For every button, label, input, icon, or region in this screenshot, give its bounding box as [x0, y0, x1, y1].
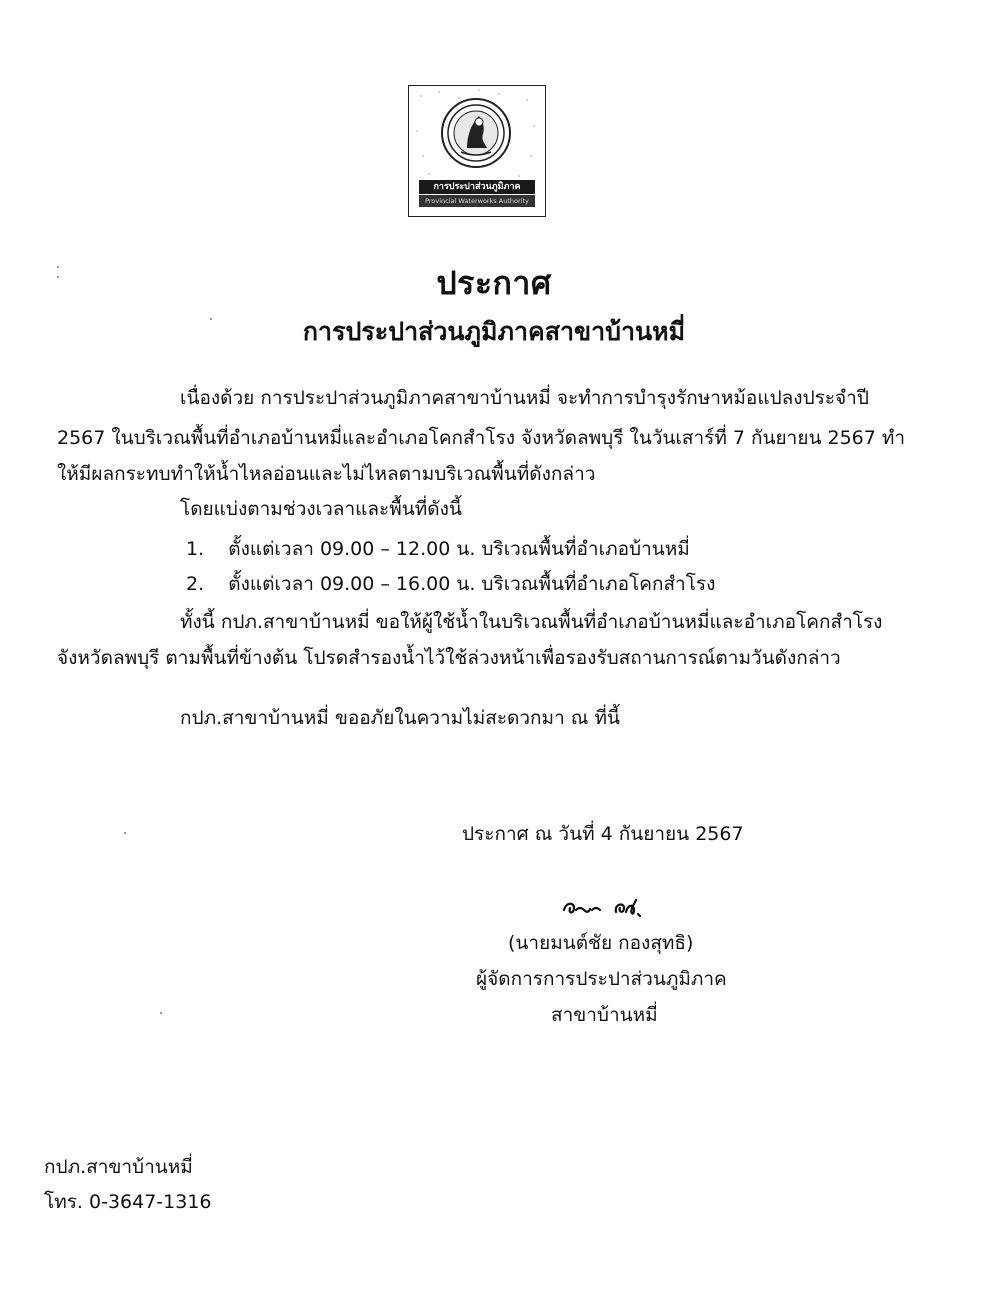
list-item-text: ตั้งแต่เวลา 09.00 – 12.00 น. บริเวณพื้นที่อำเภอบ้านหมี่: [228, 538, 690, 560]
body-para1-line2: 2567 ในบริเวณพื้นที่อำเภอบ้านหมี่และอำเภอโคกสำโรง จังหวัดลพบุรี ในวันเสาร์ที่ 7 กันยายน 2567 ทำ: [57, 427, 906, 449]
signer-name: (นายมนต์ชัย กองสุทธิ): [508, 932, 694, 954]
scan-speck: [210, 318, 212, 320]
scan-speck: [160, 1012, 162, 1014]
body-para2-line2: จังหวัดลพบุรี ตามพื้นที่ข้างต้น โปรดสำรองน้ำไว้ใช้ล่วงหน้าเพื่อรองรับสถานการณ์ตามวันดังกล่าว: [57, 647, 841, 669]
list-item: [186, 572, 715, 596]
body-para1-line1: เนื่องด้วย การประปาส่วนภูมิภาคสาขาบ้านหมี่ จะทำการบำรุงรักษาหม้อแปลงประจำปี: [180, 387, 869, 409]
page-subtitle: การประปาส่วนภูมิภาคสาขาบ้านหมี่: [302, 317, 686, 346]
list-intro: โดยแบ่งตามช่วงเวลาและพื้นที่ดังนี้: [180, 498, 462, 520]
list-item-number: 1.: [186, 538, 205, 560]
scan-speck: [124, 832, 126, 834]
scan-speck: [57, 266, 59, 268]
list-item-text: ตั้งแต่เวลา 09.00 – 16.00 น. บริเวณพื้นที่อำเภอโคกสำโรง: [228, 573, 716, 595]
logo-org-text: การประปาส่วนภูมิภาค: [433, 182, 521, 192]
list-item: [186, 537, 690, 561]
signer-branch: สาขาบ้านหมี่: [551, 1004, 658, 1026]
body-para2-line1: ทั้งนี้ กปภ.สาขาบ้านหมี่ ขอให้ผู้ใช้น้ำในบริเวณพื้นที่อำเภอบ้านหมี่และอำเภอโคกสำโรง: [180, 611, 883, 633]
apology-text: กปภ.สาขาบ้านหมี่ ขออภัยในความไม่สะดวกมา ณ ที่นี้: [180, 707, 620, 729]
page-title: ประกาศ: [436, 264, 552, 302]
body-para1-line3: ให้มีผลกระทบทำให้น้ำไหลอ่อนและไม่ไหลตามบริเวณพื้นที่ดังกล่าว: [57, 463, 596, 485]
announcement-date: ประกาศ ณ วันที่ 4 กันยายน 2567: [462, 823, 744, 845]
pwa-logo: [408, 85, 546, 217]
scan-speck: [57, 276, 59, 278]
footer-office: กปภ.สาขาบ้านหมี่: [44, 1156, 193, 1178]
footer-phone: โทร. 0-3647-1316: [44, 1191, 212, 1213]
signer-position: ผู้จัดการการประปาส่วนภูมิภาค: [476, 968, 727, 990]
list-item-number: 2.: [186, 573, 205, 595]
logo-org-text-en: Provincial Waterworks Authority: [425, 197, 529, 205]
handwritten-signature: [560, 890, 660, 922]
